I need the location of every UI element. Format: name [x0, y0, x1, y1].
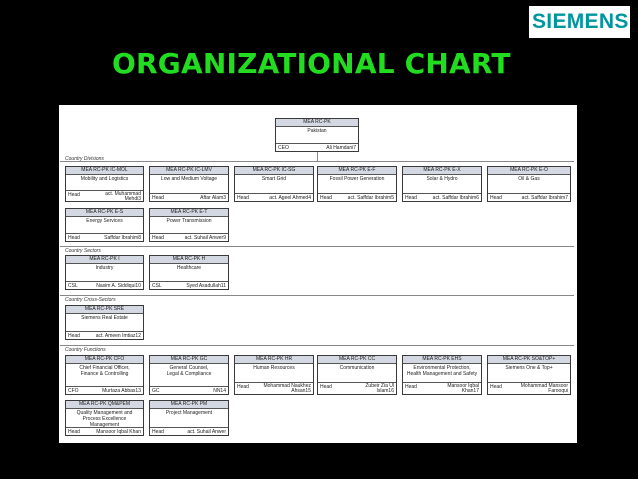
unit-name: Oil & Gas	[518, 176, 540, 182]
unit-person: act. Saffdar Ibrahim6	[432, 195, 479, 201]
unit-person: act. Saffdar Ibrahim5	[347, 195, 394, 201]
unit-role: Head	[405, 195, 417, 201]
connector	[317, 152, 318, 161]
unit-code: MEA RC-PK H	[150, 256, 228, 264]
connector	[60, 246, 574, 247]
unit-name: Low and Medium Voltage	[160, 176, 218, 182]
section-label: Country Cross-Sectors	[65, 297, 116, 303]
org-unit	[402, 166, 482, 202]
logo-text: SIEMENS	[532, 10, 629, 33]
unit-person: NN14	[213, 388, 226, 394]
unit-code: MEA RC-PK EHS	[403, 356, 481, 364]
unit-name: Siemens Real Estate	[81, 315, 128, 321]
unit-role: Head	[152, 235, 164, 241]
unit-name: Mobility and Logistics	[80, 176, 129, 182]
unit-person: Syed Asadullah11	[186, 283, 226, 289]
unit-role: Head	[490, 195, 502, 201]
org-unit	[65, 355, 144, 395]
unit-code: MEA RC-PK	[276, 119, 358, 127]
org-unit	[317, 166, 397, 202]
unit-person: Saffdar Ibrahim8	[104, 235, 141, 241]
unit-name: Healthcare	[176, 265, 202, 271]
siemens-logo	[529, 6, 630, 38]
org-chart-panel	[59, 105, 577, 443]
unit-person: act. Ameen Imtiaz12	[95, 333, 141, 339]
org-unit	[65, 305, 144, 340]
org-unit	[234, 166, 314, 202]
unit-name: Industry	[95, 265, 114, 271]
unit-name: Fossil Power Generation	[329, 176, 385, 182]
unit-person: act. Ageel Ahmed4	[269, 195, 311, 201]
unit-name: Chief Financial Officer, Finance & Controlling	[79, 365, 130, 377]
unit-role: CFO	[68, 388, 79, 394]
unit-code: MEA RC-PK SO&TOP+	[488, 356, 570, 364]
unit-code: MEA RC-PK E-S	[66, 209, 143, 217]
unit-person: Aftar Alam3	[200, 195, 226, 201]
org-unit	[65, 208, 144, 242]
org-unit	[149, 166, 229, 202]
org-unit	[317, 355, 397, 395]
unit-person: act. Suhail Anwer9	[184, 235, 226, 241]
section-label: Country Divisions	[65, 156, 104, 162]
unit-role: Head	[152, 429, 164, 435]
unit-person: act. Suhail Anwer	[187, 429, 226, 435]
section-label: Country Sectors	[65, 248, 101, 254]
unit-name: Solar & Hydro	[426, 176, 458, 182]
org-unit	[65, 166, 144, 202]
unit-code: MEA RC-PK IC-SG	[235, 167, 313, 175]
unit-code: MEA RC-PK GC	[150, 356, 228, 364]
org-unit	[149, 400, 229, 436]
unit-code: MEA RC-PK I	[66, 256, 143, 264]
unit-role: Head	[152, 195, 164, 201]
org-unit	[487, 166, 571, 202]
unit-name: Smart Grid	[261, 176, 287, 182]
unit-person: Mansoor Iqbal Khan	[96, 429, 141, 435]
unit-code: MEA RC-PK IC-LMV	[150, 167, 228, 175]
unit-role: Head	[320, 384, 332, 390]
unit-person: Mohammad Mansoor Farooqui	[520, 383, 568, 394]
org-unit	[234, 355, 314, 395]
unit-role: Head	[68, 192, 80, 198]
unit-name: Project Management	[165, 410, 213, 416]
connector	[60, 295, 574, 296]
unit-role: CSL	[68, 283, 78, 289]
unit-code: MEA RC-PK HR	[235, 356, 313, 364]
connector	[60, 161, 574, 162]
org-unit	[65, 400, 144, 436]
unit-role: CEO	[278, 145, 289, 151]
unit-person: Mansoor Iqbal Khan17	[447, 383, 479, 394]
org-unit	[402, 355, 482, 395]
unit-code: MEA RC-PK QM&PEM	[66, 401, 143, 409]
unit-person: Ali Hamdani7	[326, 145, 356, 151]
slide-title: ORGANIZATIONAL CHART	[112, 47, 511, 80]
unit-role: CSL	[152, 283, 162, 289]
org-unit	[149, 355, 229, 395]
unit-name: Environmental Protection, Health Management and Safety	[406, 365, 478, 377]
unit-person: act. Muhammad Mehdi3	[105, 191, 141, 201]
unit-code: MEA RC-PK E-F	[318, 167, 396, 175]
unit-code: MEA RC-PK PM	[150, 401, 228, 409]
unit-person: Nasim A. Siddiqui10	[96, 283, 141, 289]
unit-name: Human Resources	[253, 365, 295, 371]
unit-person: Zubeir Zia Ul Islam16	[365, 383, 394, 394]
org-unit-root	[275, 118, 359, 152]
unit-person: act. Saffdar Ibrahim7	[521, 195, 568, 201]
unit-code: MEA RC-PK CC	[318, 356, 396, 364]
unit-name: Pakistan	[307, 128, 327, 134]
org-unit	[65, 255, 144, 290]
org-unit	[149, 255, 229, 290]
unit-name: Communication	[339, 365, 375, 371]
unit-role: GC	[152, 388, 160, 394]
unit-name: Energy Services	[86, 218, 123, 224]
unit-role: Head	[320, 195, 332, 201]
unit-role: Head	[68, 333, 80, 339]
unit-code: MEA RC-PK SRE	[66, 306, 143, 314]
unit-role: Head	[237, 384, 249, 390]
unit-code: MEA RC-PK E-X	[403, 167, 481, 175]
unit-person: Mohammad Naukhez Ahsan15	[263, 383, 311, 394]
unit-role: Head	[68, 235, 80, 241]
unit-role: Head	[237, 195, 249, 201]
org-unit	[149, 208, 229, 242]
unit-role: Head	[68, 429, 80, 435]
org-unit	[487, 355, 571, 395]
unit-name: Siemens One & Top+	[505, 365, 553, 371]
unit-role: Head	[490, 384, 502, 390]
unit-name: Power Transmission	[166, 218, 212, 224]
unit-name: Quality Management and Process Excellence Management	[76, 410, 133, 428]
unit-name: General Counsel, Legal & Compliance	[166, 365, 212, 377]
unit-person: Murtaza Abbas13	[102, 388, 141, 394]
connector	[60, 345, 574, 346]
section-label: Country Functions	[65, 347, 106, 353]
unit-code: MEA RC-PK IC-MOL	[66, 167, 143, 175]
unit-code: MEA RC-PK E-T	[150, 209, 228, 217]
unit-role: Head	[405, 384, 417, 390]
unit-code: MEA RC-PK CFO	[66, 356, 143, 364]
unit-code: MEA RC-PK E-O	[488, 167, 570, 175]
